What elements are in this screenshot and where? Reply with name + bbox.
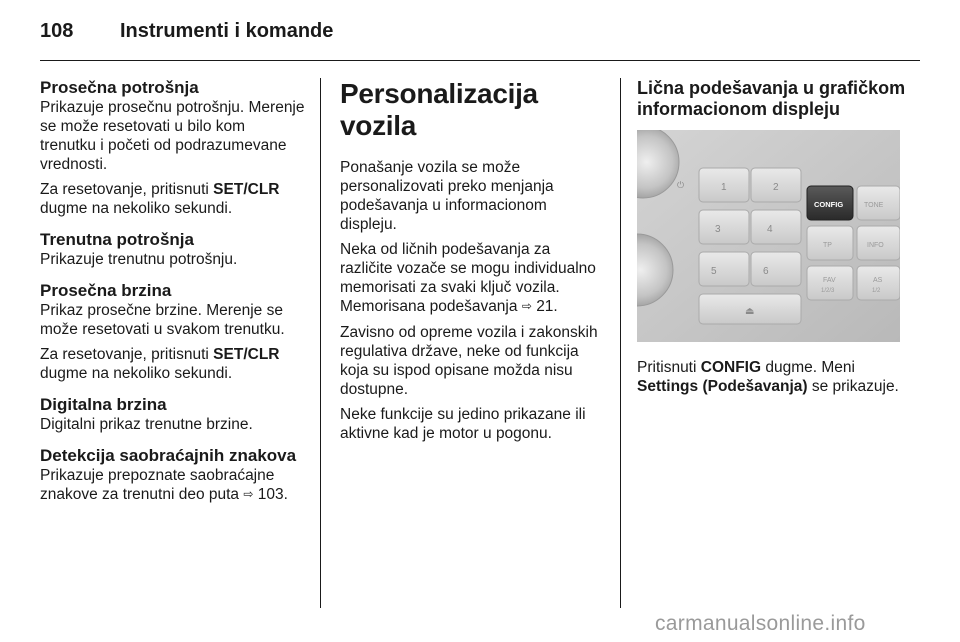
config-label: CONFIG	[814, 200, 844, 209]
text: Prikazuje prepoznate saobraćajne znakove za trenutni deo puta	[40, 467, 275, 503]
page-reference[interactable]: 21.	[536, 298, 558, 315]
section-title: Prosečna potrošnja	[40, 78, 199, 97]
text: Za resetovanje, pritisnuti	[40, 181, 214, 198]
text: Pritisnuti	[637, 359, 701, 376]
paragraph	[340, 240, 605, 317]
preset-label: 6	[763, 266, 769, 277]
menu-name: Settings (Podešavanja)	[637, 378, 808, 395]
section-average-speed	[40, 281, 305, 383]
page-reference-icon: ⇨	[521, 299, 532, 313]
fav-sublabel: 1/2/3	[821, 288, 835, 294]
preset-button-3	[699, 210, 749, 244]
text: dugme. Meni	[761, 359, 855, 376]
preset-label: 1	[721, 182, 727, 193]
column-divider	[620, 78, 621, 608]
as-sublabel: 1/2	[872, 288, 881, 294]
paragraph: Neke funkcije su jedino prikazane ili aktivne kad je motor u pogonu.	[340, 406, 586, 442]
page-header	[40, 18, 920, 58]
text: dugme na nekoliko sekundi.	[40, 365, 233, 382]
control-panel-photo	[637, 130, 900, 342]
button-name: SET/CLR	[213, 181, 280, 198]
header-rule	[40, 60, 920, 61]
section-title: Digitalna brzina	[40, 395, 167, 414]
column-left	[40, 78, 305, 517]
column-divider	[320, 78, 321, 608]
section-current-consumption	[40, 230, 305, 269]
preset-label: 5	[711, 266, 717, 277]
tp-label: TP	[823, 242, 832, 249]
paragraph: Zavisno od opreme vozila i zakonskih regulativa države, neke od funkcija koja su ispod opisane možda nisu dostupne.	[340, 324, 598, 398]
paragraph	[40, 466, 305, 505]
text: se prikazuje.	[807, 378, 899, 395]
button-name: CONFIG	[700, 359, 762, 376]
eject-icon: ⏏	[745, 306, 755, 317]
paragraph	[40, 180, 305, 218]
as-label: AS	[873, 277, 883, 284]
preset-button-5	[699, 252, 749, 286]
preset-label: 3	[715, 224, 721, 235]
main-heading: Personalizacija vozila	[340, 78, 538, 141]
watermark: carmanualsonline.info	[655, 612, 866, 635]
button-name: SET/CLR	[213, 346, 280, 363]
chapter-title: Instrumenti i komande	[120, 20, 334, 42]
page-reference[interactable]: 103.	[257, 486, 288, 503]
paragraph	[40, 345, 305, 383]
section-title: Prosečna brzina	[40, 281, 172, 300]
preset-button-6	[751, 252, 801, 286]
paragraph: Prikazuje prosečnu potrošnju. Merenje se može resetovati u bilo kom trenutku i početi od podrazumevane vrednosti.	[40, 99, 305, 173]
section-title: Lična podešavanja u grafičkom informacionom displeju	[637, 78, 906, 119]
paragraph	[637, 358, 907, 396]
paragraph: Prikaz prosečne brzine. Merenje se može resetovati u svakom trenutku.	[40, 302, 285, 338]
paragraph: Ponašanje vozila se može personalizovati preko menjanja podešavanja u informacionom displeju.	[340, 159, 554, 233]
info-label: INFO	[867, 242, 884, 249]
section-average-consumption	[40, 78, 305, 218]
text: Neka od ličnih podešavanja za različite vozače se mogu individualno memorisati za svaki ključ vozila. Memorisana podešavanja	[340, 241, 596, 315]
preset-label: 2	[773, 182, 779, 193]
tone-label: TONE	[864, 202, 884, 209]
fav-label: FAV	[823, 277, 836, 284]
text: Za resetovanje, pritisnuti	[40, 346, 214, 363]
page-reference-icon: ⇨	[243, 487, 254, 501]
section-traffic-sign-detection	[40, 446, 305, 505]
column-right	[637, 78, 907, 402]
paragraph: Digitalni prikaz trenutne brzine.	[40, 416, 253, 433]
text: dugme na nekoliko sekundi.	[40, 200, 233, 217]
section-title: Detekcija saobraćajnih znakova	[40, 446, 297, 465]
section-digital-speed	[40, 395, 305, 434]
preset-button-4	[751, 210, 801, 244]
section-title: Trenutna potrošnja	[40, 230, 194, 249]
paragraph: Prikazuje trenutnu potrošnju.	[40, 251, 238, 268]
preset-label: 4	[767, 224, 773, 235]
power-icon: ⏻	[677, 180, 685, 190]
column-middle	[340, 78, 605, 449]
page-number: 108	[40, 20, 74, 42]
